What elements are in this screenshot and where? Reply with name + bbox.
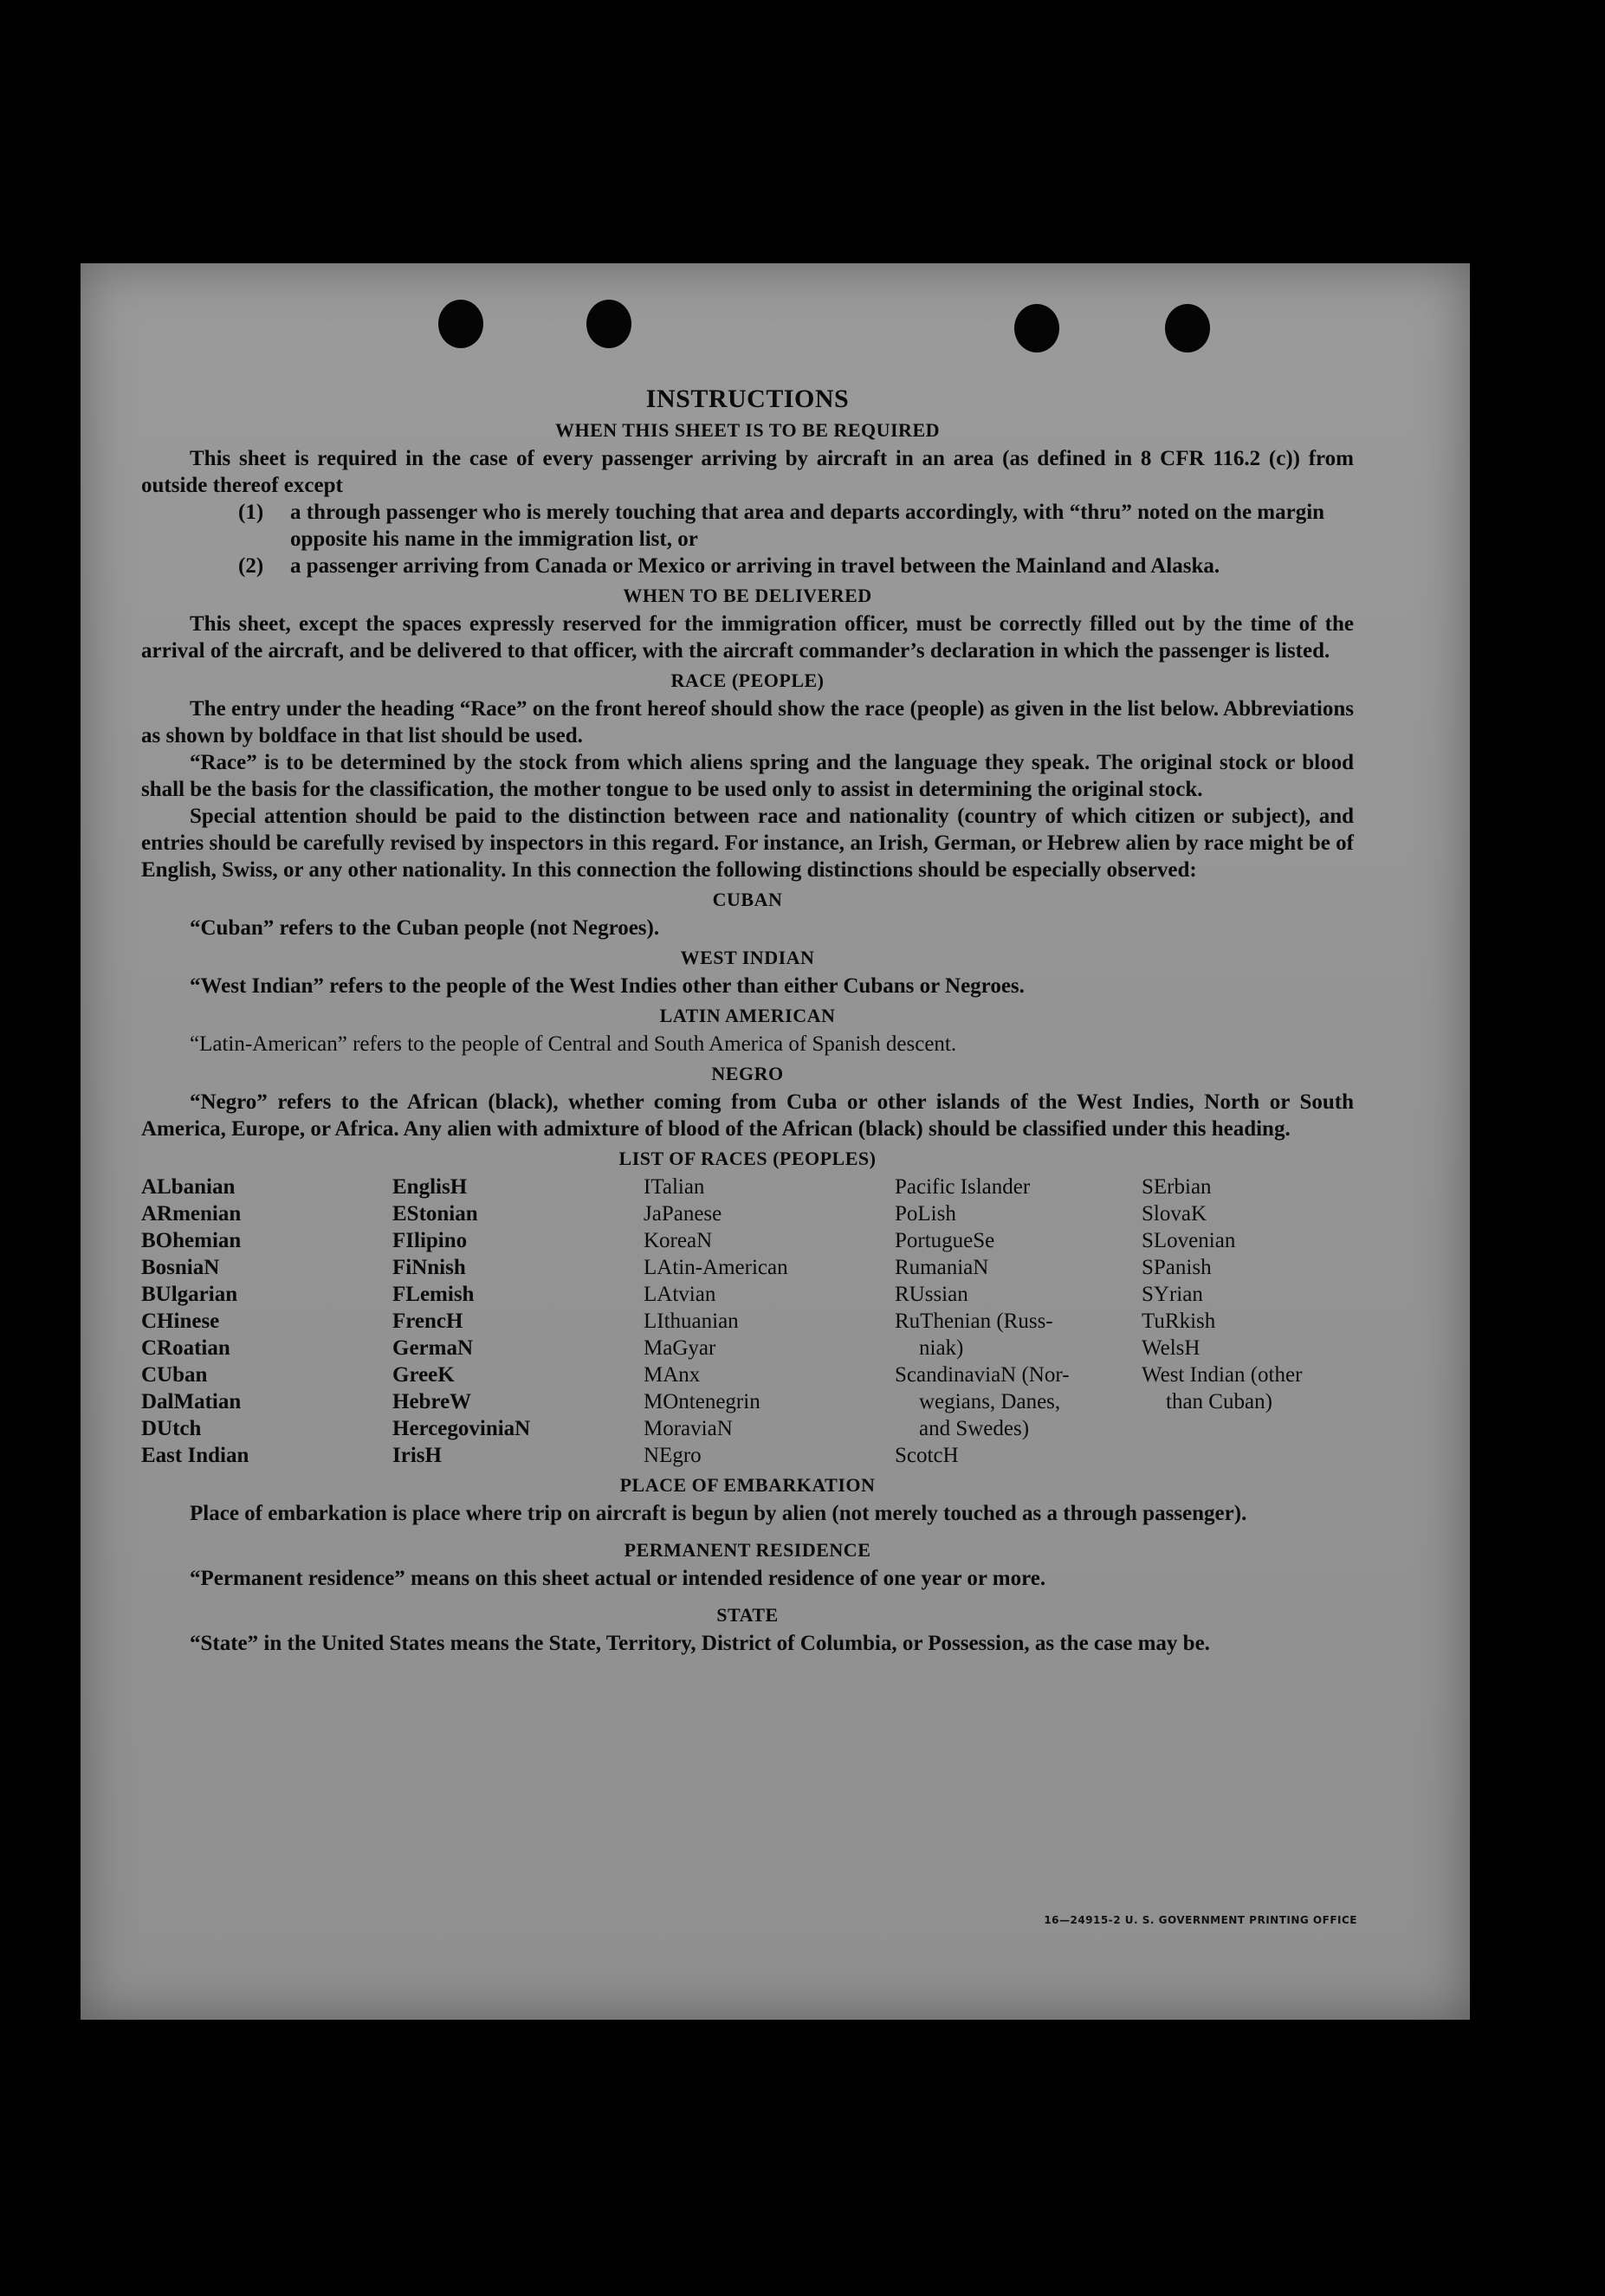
race-item: GreeK bbox=[392, 1363, 455, 1387]
race-column bbox=[1142, 1174, 1354, 1469]
race-item: ScandinaviaN (Nor- bbox=[895, 1363, 1070, 1387]
race-item: MOntenegrin bbox=[644, 1390, 760, 1413]
heading-state: STATE bbox=[716, 1604, 779, 1626]
race-item: GermaN bbox=[392, 1336, 474, 1360]
race-item: JaPanese bbox=[644, 1202, 722, 1226]
race-item: LAtin-American bbox=[644, 1256, 788, 1279]
race-item: SLovenian bbox=[1142, 1229, 1236, 1252]
race-item: FiNnish bbox=[392, 1256, 466, 1279]
instructions-text bbox=[141, 263, 1354, 1657]
embarkation-body: Place of embarkation is place where trip on aircraft is begun by alien (not merely touched as a through passenger). bbox=[190, 1502, 1247, 1525]
race-item: and Swedes) bbox=[919, 1417, 1030, 1440]
race-item: EStonian bbox=[392, 1202, 478, 1226]
race-item: NEgro bbox=[644, 1444, 702, 1467]
race-item: RumaniaN bbox=[895, 1256, 989, 1279]
race-item: ScotcH bbox=[895, 1444, 959, 1467]
race-item: LIthuanian bbox=[644, 1310, 739, 1333]
race-paragraph: “Race” is to be determined by the stock from which aliens spring and the language they speak. The original stock or blood shall be the basis for the classification, the mother tongue to be used only to assist in determining the original stock. bbox=[141, 751, 1354, 801]
race-item: BosniaN bbox=[141, 1256, 220, 1279]
race-item: Pacific Islander bbox=[895, 1175, 1031, 1199]
race-item: than Cuban) bbox=[1166, 1390, 1272, 1413]
heading-cuban: CUBAN bbox=[712, 889, 783, 910]
race-item: West Indian (other bbox=[1142, 1363, 1303, 1387]
race-item: KoreaN bbox=[644, 1229, 713, 1252]
heading-west-indian: WEST INDIAN bbox=[680, 947, 815, 968]
race-item: RUssian bbox=[895, 1283, 968, 1306]
race-item: SlovaK bbox=[1142, 1202, 1207, 1226]
race-item: HebreW bbox=[392, 1390, 472, 1413]
race-item: LAtvian bbox=[644, 1283, 716, 1306]
race-item: CRoatian bbox=[141, 1336, 230, 1360]
race-item: BUlgarian bbox=[141, 1283, 238, 1306]
race-item: MoraviaN bbox=[644, 1417, 733, 1440]
race-item: ARmenian bbox=[141, 1202, 242, 1226]
when-delivered-body: This sheet, except the spaces expressly reserved for the immigration officer, must be correctly filled out by the time of the arrival of the aircraft, and be delivered to that officer, with the aircraft commander’s declaration in which the passenger is listed. bbox=[141, 612, 1354, 663]
printing-office-code: 16—24915-2 U. S. GOVERNMENT PRINTING OFFICE bbox=[1044, 1914, 1357, 1926]
when-required-body: This sheet is required in the case of every passenger arriving by aircraft in an area (as defined in 8 CFR 116.2 (c)) from outside thereof except bbox=[141, 447, 1354, 497]
race-column bbox=[644, 1174, 895, 1469]
race-item: FIlipino bbox=[392, 1229, 468, 1252]
race-item: SYrian bbox=[1142, 1283, 1203, 1306]
race-item: FLemish bbox=[392, 1283, 475, 1306]
west-indian-body: “West Indian” refers to the people of the West Indies other than either Cubans or Negroes. bbox=[190, 974, 1025, 998]
race-column bbox=[895, 1174, 1142, 1469]
state-body: “State” in the United States means the State, Territory, District of Columbia, or Possession, as the case may be. bbox=[190, 1632, 1210, 1655]
race-item: HercegoviniaN bbox=[392, 1417, 531, 1440]
race-item: EnglisH bbox=[392, 1175, 468, 1199]
heading-embarkation: PLACE OF EMBARKATION bbox=[619, 1474, 876, 1496]
race-item: DUtch bbox=[141, 1417, 202, 1440]
race-item: wegians, Danes, bbox=[919, 1390, 1061, 1413]
document-sheet bbox=[81, 263, 1470, 2020]
clause-item bbox=[141, 499, 1354, 553]
race-item: CHinese bbox=[141, 1310, 220, 1333]
race-item: PortugueSe bbox=[895, 1229, 995, 1252]
clause-text: a through passenger who is merely touching that area and departs accordingly, with “thru” noted on the margin opposite his name in the immigration list, or bbox=[290, 501, 1325, 551]
race-item: East Indian bbox=[141, 1444, 249, 1467]
race-column bbox=[141, 1174, 392, 1469]
cuban-body: “Cuban” refers to the Cuban people (not Negroes). bbox=[190, 916, 660, 940]
race-column bbox=[392, 1174, 644, 1469]
race-item: RuThenian (Russ- bbox=[895, 1310, 1053, 1333]
permanent-residence-body: “Permanent residence” means on this sheet actual or intended residence of one year or more. bbox=[190, 1567, 1046, 1590]
race-item: ITalian bbox=[644, 1175, 705, 1199]
race-item: IrisH bbox=[392, 1444, 442, 1467]
heading-when-required: WHEN THIS SHEET IS TO BE REQUIRED bbox=[554, 419, 941, 441]
race-list bbox=[141, 1174, 1354, 1469]
race-item: SPanish bbox=[1142, 1256, 1212, 1279]
heading-list-of-races: LIST OF RACES (PEOPLES) bbox=[618, 1148, 877, 1169]
page-title: INSTRUCTIONS bbox=[645, 385, 850, 413]
race-item: FrencH bbox=[392, 1310, 463, 1333]
race-item: niak) bbox=[919, 1336, 964, 1360]
race-paragraph: Special attention should be paid to the distinction between race and nationality (country of which citizen or subject), and entries should be carefully revised by inspectors in this regard. For instance, an Irish, German, or Hebrew alien by race might be of English, Swiss, or any other nationality. In this connection the following distinctions should be especially observed: bbox=[141, 805, 1354, 882]
race-item: MAnx bbox=[644, 1363, 701, 1387]
clause-number: (1) bbox=[238, 501, 264, 524]
clause-item bbox=[141, 553, 1354, 579]
clause-number: (2) bbox=[238, 554, 264, 578]
heading-latin-american: LATIN AMERICAN bbox=[659, 1005, 836, 1026]
race-item: CUban bbox=[141, 1363, 208, 1387]
race-item: MaGyar bbox=[644, 1336, 716, 1360]
heading-negro: NEGRO bbox=[711, 1063, 784, 1084]
race-paragraph: The entry under the heading “Race” on the front hereof should show the race (people) as given in the list below. Abbreviations as shown by boldface in that list should be used. bbox=[141, 697, 1354, 747]
race-item: DalMatian bbox=[141, 1390, 242, 1413]
race-item: PoLish bbox=[895, 1202, 956, 1226]
heading-race: RACE (PEOPLE) bbox=[670, 669, 825, 691]
race-item: SErbian bbox=[1142, 1175, 1212, 1199]
clause-text: a passenger arriving from Canada or Mexico or arriving in travel between the Mainland and Alaska. bbox=[290, 554, 1220, 578]
negro-body: “Negro” refers to the African (black), whether coming from Cuba or other islands of the West Indies, North or South America, Europe, or Africa. Any alien with admixture of blood of the African (black) should be classified under this heading. bbox=[141, 1090, 1354, 1141]
race-item: TuRkish bbox=[1142, 1310, 1216, 1333]
race-item: WelsH bbox=[1142, 1336, 1201, 1360]
heading-permanent-residence: PERMANENT RESIDENCE bbox=[624, 1539, 871, 1561]
heading-when-delivered: WHEN TO BE DELIVERED bbox=[623, 585, 872, 606]
latin-american-body: “Latin-American” refers to the people of Central and South America of Spanish descent. bbox=[190, 1032, 957, 1056]
race-item: ALbanian bbox=[141, 1175, 236, 1199]
race-item: BOhemian bbox=[141, 1229, 242, 1252]
